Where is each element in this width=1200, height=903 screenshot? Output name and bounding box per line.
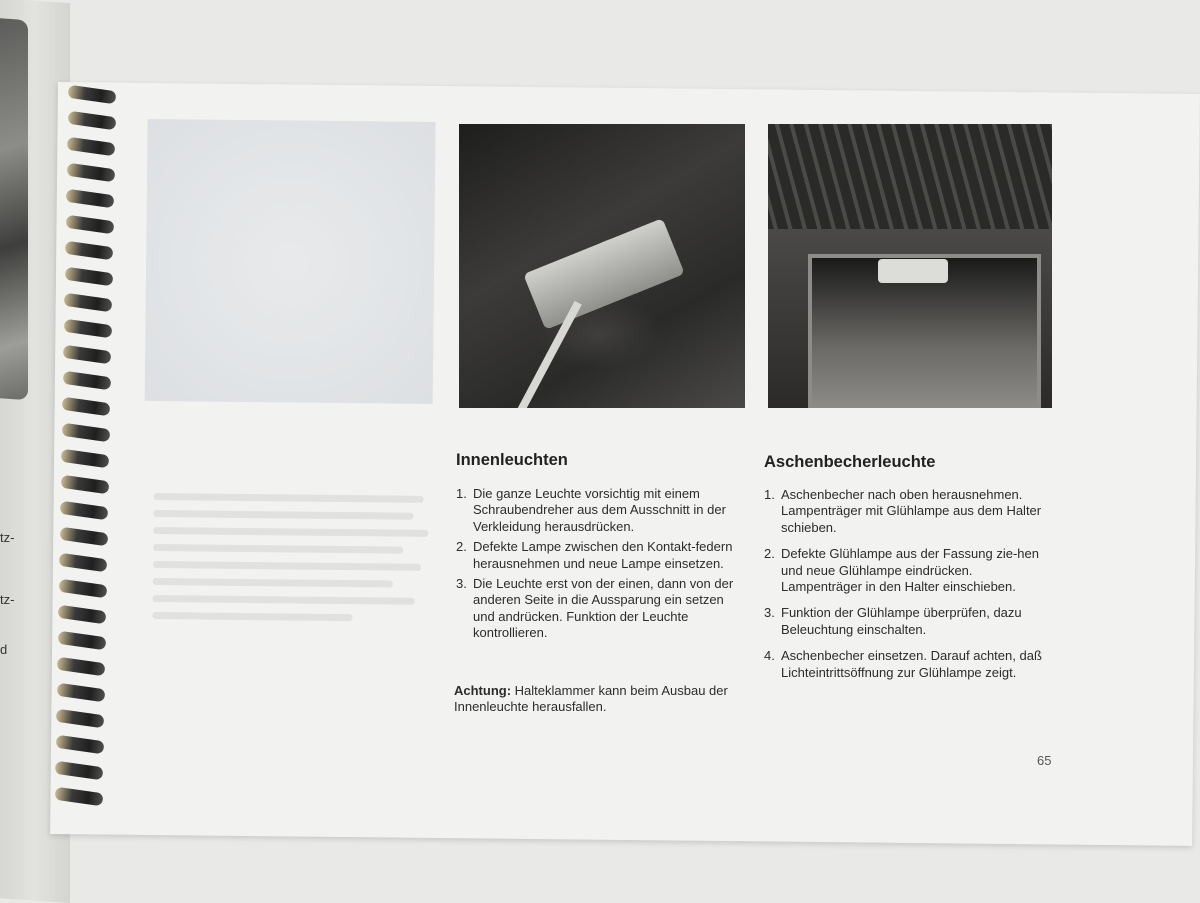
- list-item: 1. Aschenbecher nach oben herausnehmen. Lampenträger mit Glühlampe aus dem Halter schieben.: [764, 487, 1042, 535]
- ashtray-light-photo: [768, 124, 1052, 408]
- show-through-text: [152, 483, 434, 632]
- left-page-photo: [0, 17, 28, 400]
- interior-lights-steps: [456, 486, 742, 646]
- list-item: 3. Funktion der Glühlampe überprüfen, dazu Beleuchtung einschalten.: [764, 605, 1022, 637]
- warning-text: Halteklammer kann beim Ausbau der Innenleuchte herausfallen.: [454, 683, 728, 715]
- page-number: 65: [1037, 753, 1052, 768]
- warning-label: Achtung:: [454, 683, 512, 698]
- warning-note: [454, 683, 744, 716]
- spiral-binding: [30, 0, 110, 840]
- interior-light-photo: [459, 124, 745, 408]
- list-item: 4. Aschenbecher einsetzen. Darauf achten, daß Lichteintrittsöffnung zur Glühlampe zeigt.: [764, 648, 1042, 680]
- list-item: 1. Die ganze Leuchte vorsichtig mit einem Schraubendreher aus dem Ausschnitt in der Verkleidung herausdrücken.: [456, 486, 726, 534]
- show-through-image: [145, 119, 436, 404]
- list-item: 2. Defekte Glühlampe aus der Fassung zie-hen und neue Glühlampe eindrücken. Lampenträger in den Halter einschieben.: [764, 546, 1039, 595]
- left-page-text-fragment: tz-: [0, 592, 15, 607]
- section-title-interior-lights: Innenleuchten: [456, 451, 568, 469]
- left-page-text-fragment: d: [0, 642, 8, 657]
- section-title-ashtray-light: Aschenbecherleuchte: [764, 453, 936, 471]
- list-item: 3. Die Leuchte erst von der einen, dann von der anderen Seite in die Aussparung ein setzen und andrücken. Funktion der Leuchte kontrollieren.: [456, 576, 734, 641]
- left-page-text-fragment: tz-: [0, 530, 15, 545]
- ashtray-light-steps: [764, 487, 1052, 685]
- list-item: 2. Defekte Lampe zwischen den Kontakt-federn herausnehmen und neue Lampe einsetzen.: [456, 539, 733, 571]
